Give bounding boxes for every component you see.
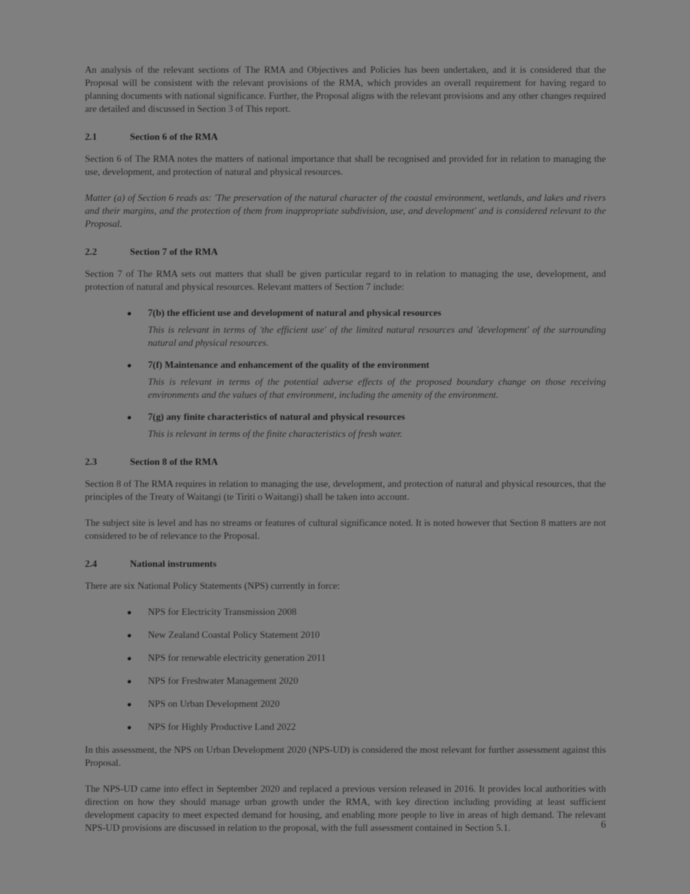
intro-paragraph: An analysis of the relevant sections of The RMA and Objectives and Policies has been undertaken, and it is considered that the Proposal will be consistent with the relevant provisions of the RMA, which provides an overall requirement for having regard to planning documents with national significance. Further, the Proposal aligns with the relevant provisions and any other changes required are detailed and discussed in Section 3 of This report. (85, 65, 607, 115)
bullet-icon: ● (127, 413, 132, 422)
nps-label: NPS for Freshwater Management 2020 (148, 676, 299, 687)
bullet-icon: ● (127, 700, 132, 709)
section-2-3-paragraph2: The subject site is level and has no streams or features of cultural significance noted. It is noted however that Section 8 matters are not considered to be of relevance to the Proposal. (85, 518, 606, 542)
list-item (85, 652, 606, 665)
nps-label: NPS for Electricity Transmission 2008 (148, 607, 297, 618)
section-title: Section 6 of the RMA (130, 132, 218, 143)
list-item (85, 675, 606, 688)
section-2-3-paragraph1: Section 8 of The RMA requires in relation to managing the use, development, and protection of natural and physical resources, that the principles of the Treaty of Waitangi (te Tiriti o Waitangi) shall be taken into account. (85, 479, 606, 503)
bullet-icon: ● (127, 361, 132, 370)
section-2-2-intro: Section 7 of The RMA sets out matters that shall be given particular regard to in relation to managing the use, development, and protection of natural and physical resources. Relevant matters of Section 7 include: (85, 269, 606, 293)
section-2-4-intro: There are six National Policy Statements (NPS) currently in force: (85, 581, 340, 592)
page-number: 6 (601, 820, 606, 831)
section-number: 2.4 (85, 559, 97, 570)
section-2-4-paragraph1: In this assessment, the NPS on Urban Development 2020 (NPS-UD) is considered the most relevant for further assessment against this Proposal. (85, 745, 606, 769)
section-2-1-quote: Matter (a) of Section 6 reads as: 'The preservation of the natural character of the coastal environment, wetlands, and lakes and rivers and their margins, and the protection of them from inappropriate subdivision, use, and development' and is considered relevant to the Proposal. (85, 193, 606, 230)
list-item (85, 629, 606, 642)
list-item (85, 606, 606, 619)
matter-head: 7(b) the efficient use and development of natural and physical resources (148, 308, 442, 319)
nps-label: NPS on Urban Development 2020 (148, 699, 280, 710)
bullet-icon: ● (127, 654, 132, 663)
matter-head: 7(f) Maintenance and enhancement of the quality of the environment (148, 360, 430, 371)
matter-body: This is relevant in terms of 'the efficient use' of the limited natural resources and 'development' of the surrounding natural and physical resources. (148, 325, 606, 349)
list-item (85, 307, 606, 350)
section-title: National instruments (130, 559, 217, 570)
section-heading-2-3 (85, 456, 606, 469)
bullet-icon: ● (127, 608, 132, 617)
bullet-icon: ● (127, 723, 132, 732)
bullet-icon: ● (127, 677, 132, 686)
section-heading-2-2 (85, 246, 606, 259)
list-item (85, 411, 606, 441)
nps-label: New Zealand Coastal Policy Statement 2010 (148, 630, 320, 641)
section-number: 2.3 (85, 457, 97, 468)
nps-label: NPS for renewable electricity generation 2011 (148, 653, 326, 664)
section-heading-2-1 (85, 131, 606, 144)
list-item (85, 721, 606, 734)
list-item (85, 359, 606, 402)
page-content (85, 64, 606, 848)
section-2-4-paragraph2: The NPS-UD came into effect in September 2020 and replaced a previous version released in 2016. It provides local authorities with direction on how they should manage urban growth under the RMA, with key direction including providing at least sufficient development capacity to meet expected demand for housing, and enabling more people to live in areas of high demand. The relevant NPS-UD provisions are discussed in relation to the proposal, with the full assessment contained in Section 5.1. (85, 784, 606, 834)
bullet-icon: ● (127, 631, 132, 640)
matter-head: 7(g) any finite characteristics of natural and physical resources (148, 412, 406, 423)
nps-label: NPS for Highly Productive Land 2022 (148, 722, 296, 733)
nps-list (85, 606, 606, 734)
section-title: Section 7 of the RMA (130, 247, 218, 258)
list-item (85, 698, 606, 711)
section-7-matters-list (85, 307, 606, 441)
bullet-icon: ● (127, 309, 132, 318)
matter-body: This is relevant in terms of the potential adverse effects of the proposed boundary change on those receiving environments and the values of that environment, including the amenity of the environment. (148, 377, 606, 401)
section-title: Section 8 of the RMA (130, 457, 218, 468)
matter-body: This is relevant in terms of the finite characteristics of fresh water. (148, 429, 403, 440)
section-number: 2.2 (85, 247, 97, 258)
section-heading-2-4 (85, 558, 606, 571)
section-2-1-paragraph: Section 6 of The RMA notes the matters of national importance that shall be recognised and provided for in relation to managing the use, development, and protection of natural and physical resources. (85, 154, 606, 178)
section-number: 2.1 (85, 132, 97, 143)
